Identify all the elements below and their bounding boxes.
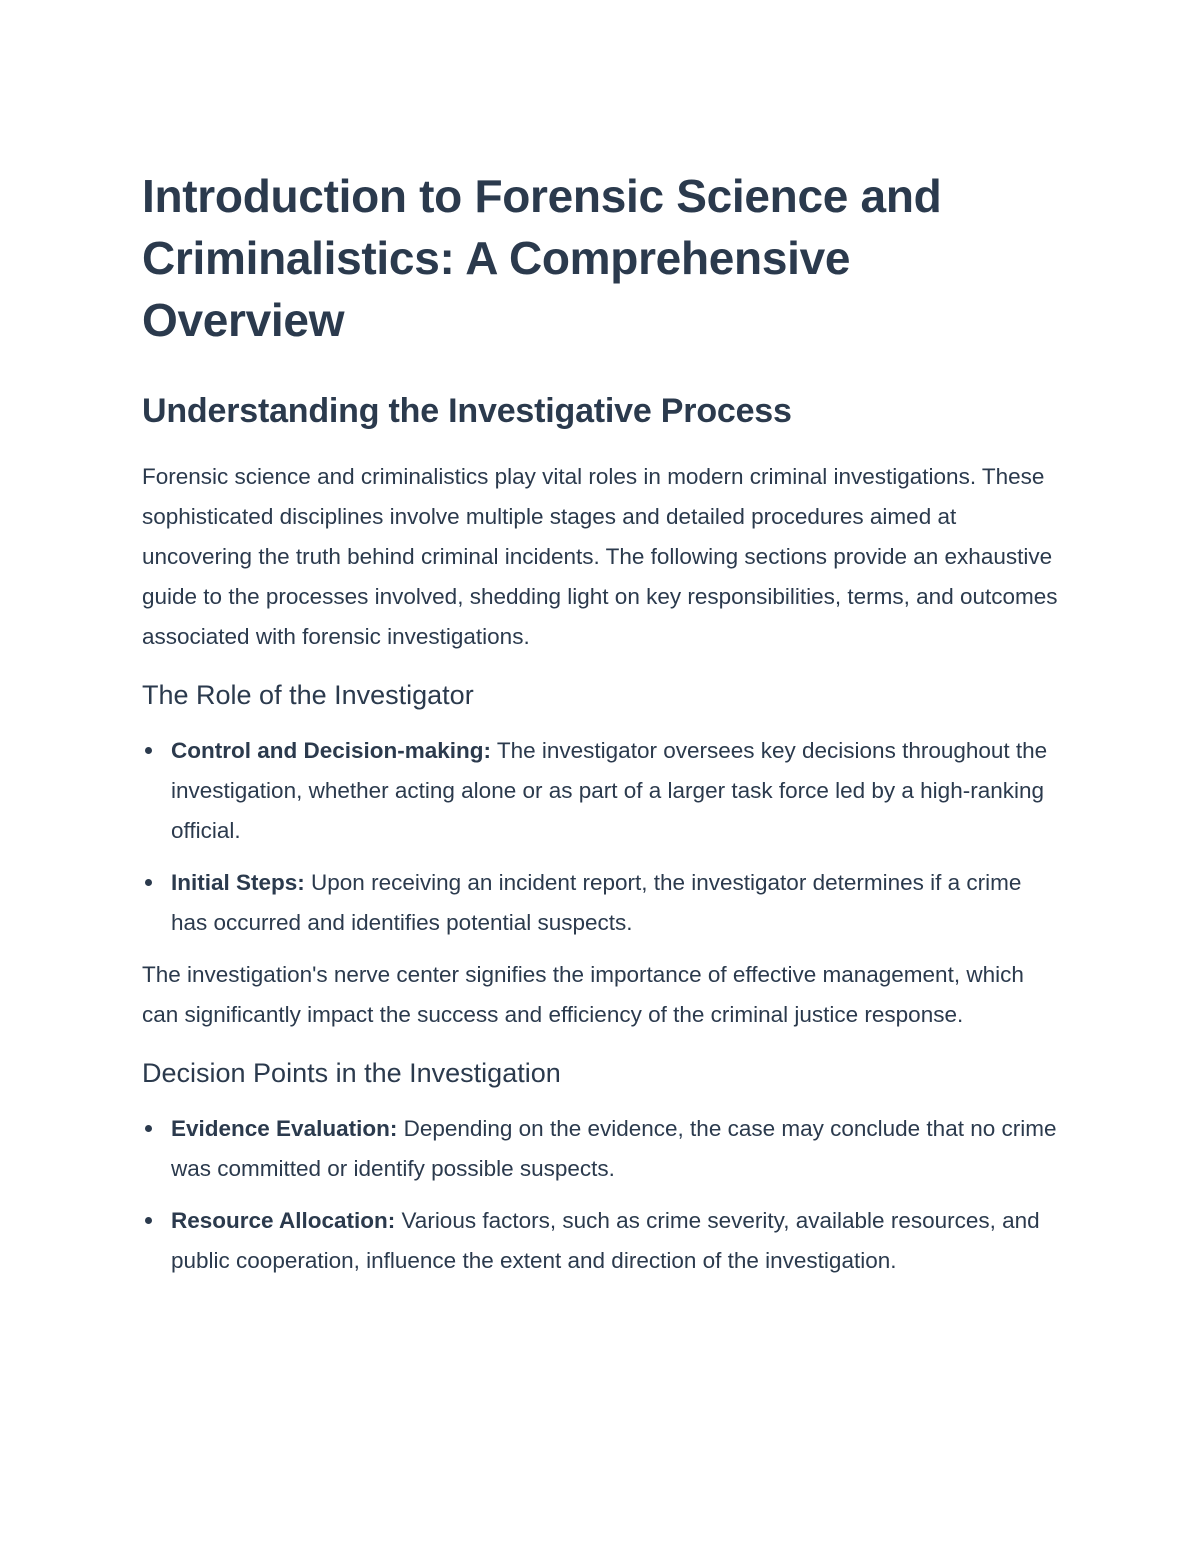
intro-paragraph: Forensic science and criminalistics play vital roles in modern criminal investigations. These sophisticated disciplines involve multiple stages and detailed procedures aimed at uncovering the truth behind criminal incidents. The following sections provide an exhaustive guide to the processes involved, shedding light on key responsibilities, terms, and outcomes associated with forensic investigations.: [142, 464, 1058, 649]
list-item: [142, 1109, 1062, 1189]
role-heading: The Role of the Investigator: [142, 680, 474, 710]
list-item-text: Various factors, such as crime severity, available resources, and public cooperation, influence the extent and direction of the investigation.: [171, 1208, 1040, 1273]
bullet-icon: [145, 879, 152, 886]
bullet-icon: [145, 1217, 152, 1224]
list-item: [142, 863, 1062, 943]
list-item-text: Depending on the evidence, the case may conclude that no crime was committed or identify possible suspects.: [171, 1116, 1057, 1181]
list-item-term: Initial Steps:: [171, 870, 305, 895]
list-item-text: The investigator oversees key decisions throughout the investigation, whether acting alone or as part of a larger task force led by a high-ranking official.: [171, 738, 1048, 843]
document-page: [142, 165, 1062, 1293]
list-item-term: Resource Allocation:: [171, 1208, 396, 1233]
bullet-icon: [145, 747, 152, 754]
list-item-term: Evidence Evaluation:: [171, 1116, 398, 1141]
role-closing-paragraph: The investigation's nerve center signifies the importance of effective management, which can significantly impact the success and efficiency of the criminal justice response.: [142, 962, 1024, 1027]
list-item: [142, 731, 1062, 851]
role-list: [142, 731, 1062, 943]
list-item: [142, 1201, 1062, 1281]
section-heading: Understanding the Investigative Process: [142, 392, 792, 430]
decisions-list: [142, 1109, 1062, 1281]
list-item-term: Control and Decision-making:: [171, 738, 492, 763]
list-item-text: Upon receiving an incident report, the investigator determines if a crime has occurred and identifies potential suspects.: [171, 870, 1022, 935]
bullet-icon: [145, 1125, 152, 1132]
document-title: Introduction to Forensic Science and Criminalistics: A Comprehensive Overview: [142, 170, 942, 346]
decisions-heading: Decision Points in the Investigation: [142, 1058, 561, 1088]
